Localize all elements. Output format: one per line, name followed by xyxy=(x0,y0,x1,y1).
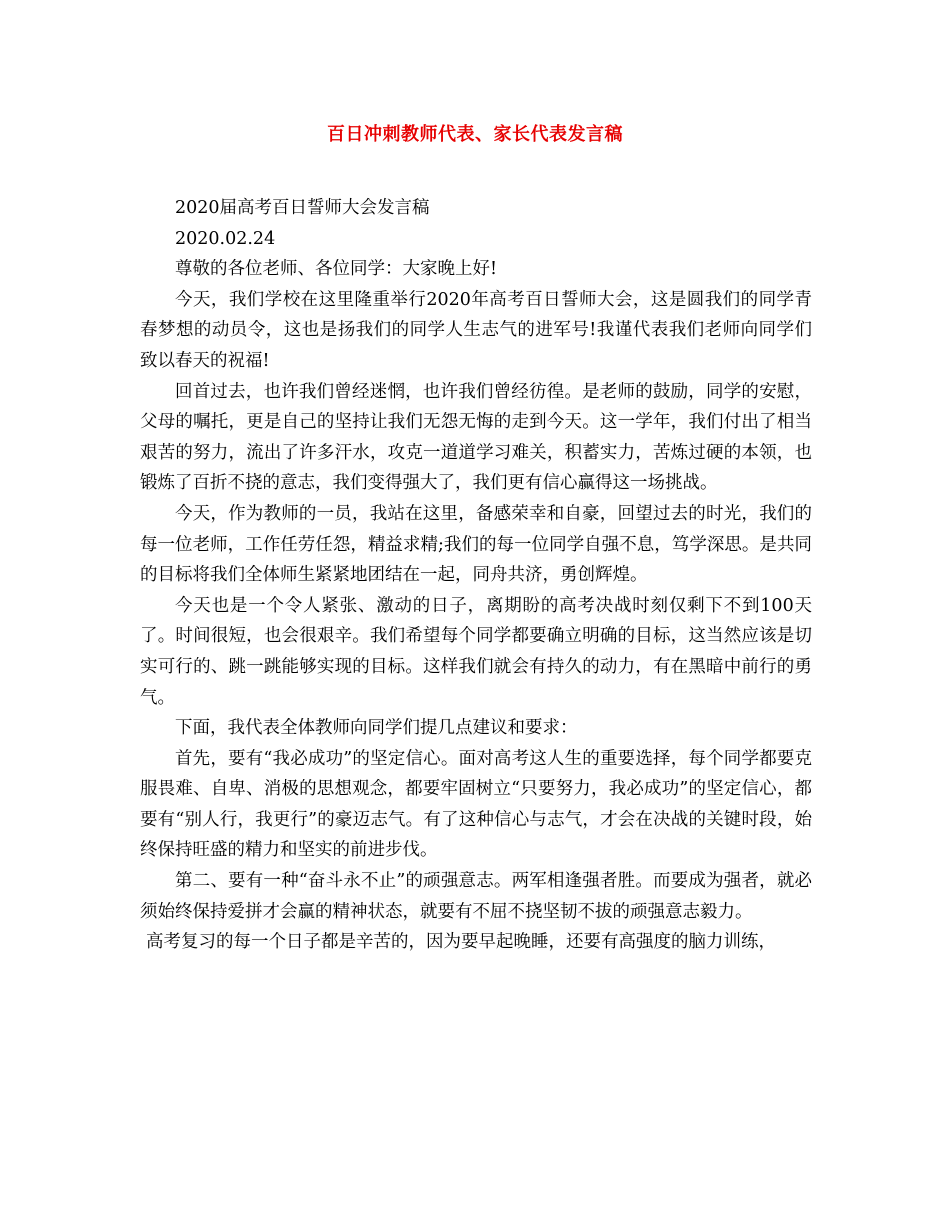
paragraph: 回首过去，也许我们曾经迷惘，也许我们曾经彷徨。是老师的鼓励，同学的安慰，父母的嘱托，更是自己的坚持让我们无怨无悔的走到今天。这一学年，我们付出了相当艰苦的努力，流出了许多汗水，攻克一道道学习难关，积蓄实力，苦炼过硬的本领，也锻炼了百折不挠的意志，我们变得强大了，我们更有信心赢得这一场挑战。 xyxy=(140,381,812,494)
subtitle-line: 2020届高考百日誓师大会发言稿 xyxy=(175,198,430,218)
greeting-line: 尊敬的各位老师、各位同学：大家晚上好! xyxy=(175,259,498,280)
paragraph: 今天，作为教师的一员，我站在这里，备感荣幸和自豪，回望过去的时光，我们的每一位老师，工作任劳任怨，精益求精;我们的每一位同学自强不息，笃学深思。是共同的目标将我们全体师生紧紧地团结在一起，同舟共济，勇创辉煌。 xyxy=(140,503,812,586)
paragraph-continuation: 高考复习的每一个日子都是辛苦的，因为要早起晚睡，还要有高强度的脑力训练， xyxy=(146,932,776,953)
document-body xyxy=(140,193,812,958)
paragraph: 今天，我们学校在这里隆重举行2020年高考百日誓师大会，这是圆我们的同学青春梦想的动员令，这也是扬我们的同学人生志气的进军号!我谨代表我们老师向同学们致以春天的祝福! xyxy=(140,289,812,371)
paragraph: 下面，我代表全体教师向同学们提几点建议和要求： xyxy=(175,718,578,739)
document-title: 百日冲刺教师代表、家长代表发言稿 xyxy=(327,124,623,145)
date-line: 2020.02.24 xyxy=(175,228,276,249)
paragraph: 第二、要有一种“奋斗永不止”的顽强意志。两军相逢强者胜。而要成为强者，就必须始终保持爱拼才会赢的精神状态，就要有不屈不挠坚韧不拔的顽强意志毅力。 xyxy=(140,871,812,922)
paragraph: 今天也是一个令人紧张、激动的日子，离期盼的高考决战时刻仅剩下不到100天了。时间很短，也会很艰辛。我们希望每个同学都要确立明确的目标，这当然应该是切实可行的、跳一跳能够实现的目标。这样我们就会有持久的动力，有在黑暗中前行的勇气。 xyxy=(140,595,812,708)
paragraph: 首先，要有“我必成功”的坚定信心。面对高考这人生的重要选择，每个同学都要克服畏难、自卑、消极的思想观念，都要牢固树立“只要努力，我必成功”的坚定信心，都要有“别人行，我更行”的豪迈志气。有了这种信心与志气，才会在决战的关键时段，始终保持旺盛的精力和坚实的前进步伐。 xyxy=(140,748,812,861)
